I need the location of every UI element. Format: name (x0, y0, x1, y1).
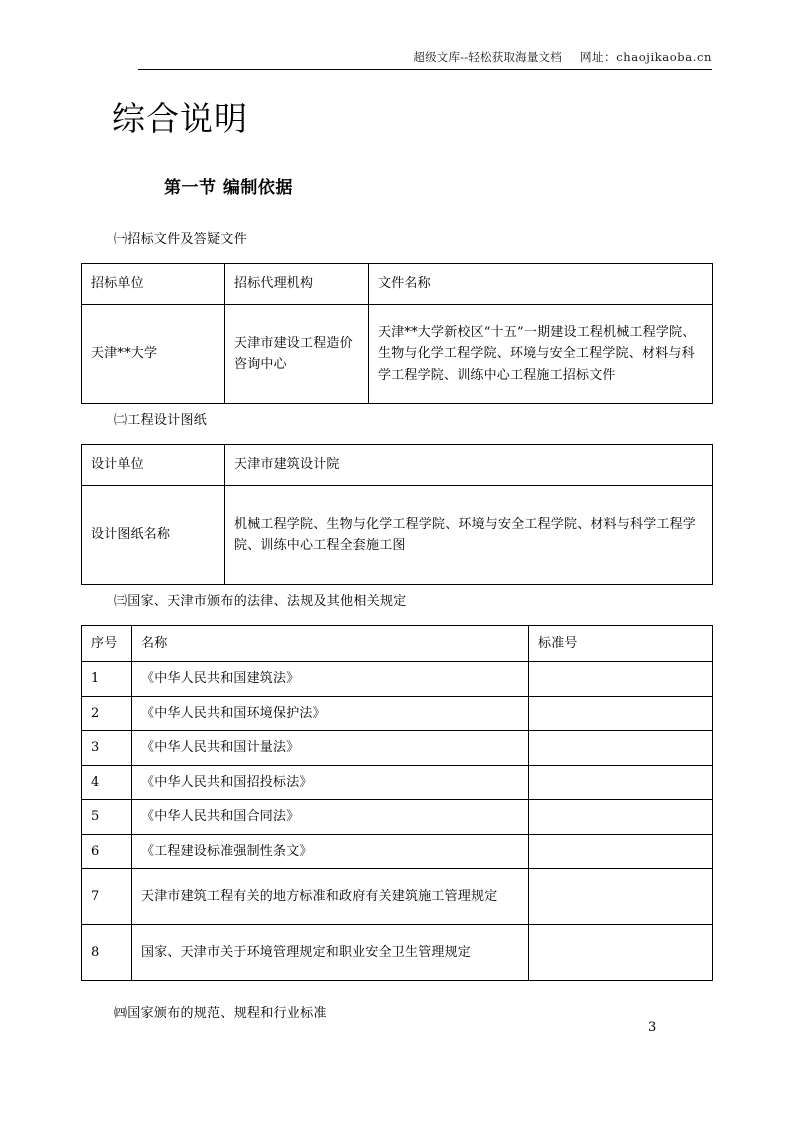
table-cell-index: 8 (82, 925, 132, 981)
table-header-cell: 标准号 (529, 626, 713, 662)
table-header-row (82, 626, 713, 662)
table-cell-name: 《中华人民共和国计量法》 (132, 731, 529, 766)
table-cell-name: 《中华人民共和国合同法》 (132, 800, 529, 835)
table-cell-index: 2 (82, 696, 132, 731)
table-header-cell: 序号 (82, 626, 132, 662)
paragraph-bidding-documents: ㈠招标文件及答疑文件 (114, 232, 248, 247)
header-divider (138, 69, 712, 70)
paragraph-design-drawings: ㈡工程设计图纸 (114, 413, 208, 428)
header-site-text: 超级文库--轻松获取海量文档 (413, 50, 562, 64)
table-cell-bidder: 天津**大学 (82, 305, 225, 404)
table-label-drawing-name: 设计图纸名称 (82, 486, 225, 585)
table-row (82, 869, 713, 925)
design-drawings-table (81, 444, 713, 585)
paragraph-national-standards: ㈣国家颁布的规范、规程和行业标准 (114, 1006, 327, 1021)
table-row (82, 486, 713, 585)
table-header-cell: 文件名称 (369, 264, 713, 305)
table-row (82, 662, 713, 697)
header-text-line (413, 49, 712, 65)
page-title: 综合说明 (112, 99, 248, 138)
table-cell-design-unit: 天津市建筑设计院 (225, 445, 713, 486)
table-cell-index: 1 (82, 662, 132, 697)
table-cell-standard-no (529, 800, 713, 835)
table-cell-name: 《中华人民共和国招投标法》 (132, 765, 529, 800)
paragraph-laws-regulations: ㈢国家、天津市颁布的法律、法规及其他相关规定 (114, 594, 407, 609)
table-row (82, 834, 713, 869)
table-row (82, 925, 713, 981)
table-header-cell: 招标代理机构 (225, 264, 369, 305)
table-row (82, 696, 713, 731)
table-cell-agency: 天津市建设工程造价咨询中心 (225, 305, 369, 404)
laws-regulations-table (81, 625, 713, 981)
running-header (0, 49, 793, 79)
table-cell-standard-no (529, 869, 713, 925)
table-cell-standard-no (529, 696, 713, 731)
header-url-label: 网址：chaojikaoba.cn (579, 50, 712, 64)
table-cell-index: 4 (82, 765, 132, 800)
table-cell-document-name: 天津**大学新校区“十五”一期建设工程机械工程学院、生物与化学工程学院、环境与安全工程学院、材料与科学工程学院、训练中心工程施工招标文件 (369, 305, 713, 404)
table-cell-name: 《工程建设标准强制性条文》 (132, 834, 529, 869)
table-row (82, 731, 713, 766)
table-cell-drawing-name: 机械工程学院、生物与化学工程学院、环境与安全工程学院、材料与科学工程学院、训练中心工程全套施工图 (225, 486, 713, 585)
table-row (82, 765, 713, 800)
table-cell-index: 5 (82, 800, 132, 835)
table-cell-name: 《中华人民共和国建筑法》 (132, 662, 529, 697)
table-cell-standard-no (529, 662, 713, 697)
table-row (82, 445, 713, 486)
table-label-design-unit: 设计单位 (82, 445, 225, 486)
table-header-cell: 招标单位 (82, 264, 225, 305)
table-cell-standard-no (529, 834, 713, 869)
table-row (82, 305, 713, 404)
table-cell-index: 3 (82, 731, 132, 766)
table-cell-standard-no (529, 765, 713, 800)
bidding-documents-table (81, 263, 713, 404)
table-cell-name: 国家、天津市关于环境管理规定和职业安全卫生管理规定 (132, 925, 529, 981)
section-heading: 第一节 编制依据 (164, 178, 293, 198)
table-cell-name: 天津市建筑工程有关的地方标准和政府有关建筑施工管理规定 (132, 869, 529, 925)
table-cell-index: 6 (82, 834, 132, 869)
table-header-row (82, 264, 713, 305)
table-cell-standard-no (529, 925, 713, 981)
table-cell-index: 7 (82, 869, 132, 925)
document-body (81, 96, 712, 1025)
page-number: 3 (648, 1020, 657, 1035)
table-cell-name: 《中华人民共和国环境保护法》 (132, 696, 529, 731)
table-row (82, 800, 713, 835)
table-header-cell: 名称 (132, 626, 529, 662)
table-cell-standard-no (529, 731, 713, 766)
